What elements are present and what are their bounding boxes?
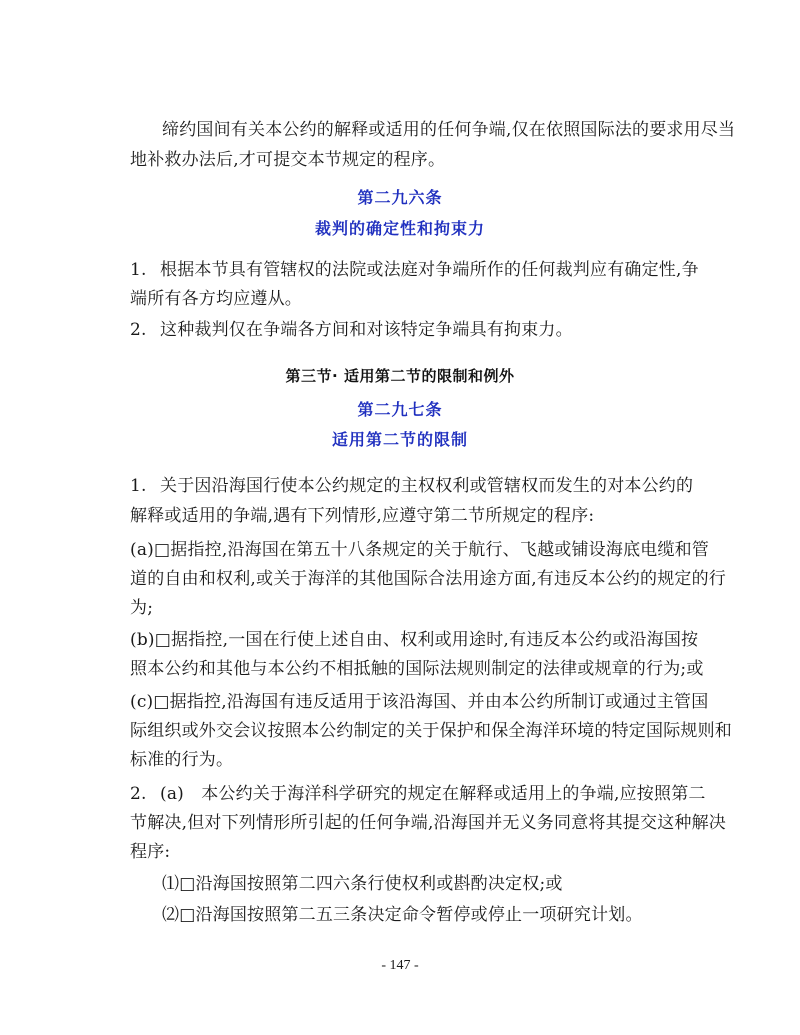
article-297-number: 第二九七条 <box>357 400 443 419</box>
item-c-line-3: 标准的行为。 <box>130 750 234 770</box>
para-text: 根据本节具有管辖权的法院或法庭对争端所作的任何裁判应有确定性,争 <box>160 260 699 280</box>
page-number: - 147 - <box>381 958 419 973</box>
article-296-para-1 <box>130 258 699 282</box>
item-c-line-1: (c)□据指控,沿海国有违反适用于该沿海国、并由本公约所制订或通过主管国 <box>130 692 709 712</box>
para-number: 2. <box>130 784 147 804</box>
section-3-heading: 第三节· 适用第二节的限制和例外 <box>285 367 515 385</box>
sub-item-1: ⑴□沿海国按照第二四六条行使权利或斟酌决定权;或 <box>162 874 563 894</box>
para-text: 关于因沿海国行使本公约规定的主权权利或管辖权而发生的对本公约的 <box>160 476 694 496</box>
item-a-line-3: 为; <box>130 598 154 618</box>
para-number: 1. <box>130 260 147 280</box>
item-a-line-1: (a)□据指控,沿海国在第五十八条规定的关于航行、飞越或铺设海底电缆和管 <box>130 540 710 560</box>
article-296-number: 第二九六条 <box>357 188 443 207</box>
item-a-line-2: 道的自由和权利,或关于海洋的其他国际合法用途方面,有违反本公约的规定的行 <box>130 569 727 589</box>
article-297-para-1-line-2: 解释或适用的争端,遇有下列情形,应遵守第二节所规定的程序: <box>130 506 595 526</box>
sub-item-2: ⑵□沿海国按照第二五三条决定命令暂停或停止一项研究计划。 <box>162 905 643 925</box>
article-296-para-1-line-2: 端所有各方均应遵从。 <box>130 289 302 309</box>
article-297-para-2-line-3: 程序: <box>130 842 171 862</box>
para-text: 这种裁判仅在争端各方间和对该特定争端具有拘束力。 <box>160 320 573 340</box>
intro-line-2: 地补救办法后,才可提交本节规定的程序。 <box>130 150 446 170</box>
para-number: 1. <box>130 476 147 496</box>
para-text: (a) 本公约关于海洋科学研究的规定在解释或适用上的争端,应按照第二 <box>160 784 706 804</box>
item-b-line-1: (b)□据指控,一国在行使上述自由、权利或用途时,有违反本公约或沿海国按 <box>130 630 699 650</box>
intro-line-1: 缔约国间有关本公约的解释或适用的任何争端,仅在依照国际法的要求用尽当 <box>162 120 736 140</box>
article-297-title: 适用第二节的限制 <box>331 430 468 449</box>
article-297-para-2 <box>130 782 706 806</box>
para-number: 2. <box>130 320 147 340</box>
article-297-para-2-line-2: 节解决,但对下列情形所引起的任何争端,沿海国并无义务同意将其提交这种解决 <box>130 813 727 833</box>
item-b-line-2: 照本公约和其他与本公约不相抵触的国际法规则制定的法律或规章的行为;或 <box>130 659 704 679</box>
article-296-para-2 <box>130 318 573 342</box>
article-297-para-1 <box>130 474 693 498</box>
article-296-title: 裁判的确定性和拘束力 <box>314 219 485 238</box>
item-c-line-2: 际组织或外交会议按照本公约制定的关于保护和保全海洋环境的特定国际规则和 <box>130 721 732 741</box>
